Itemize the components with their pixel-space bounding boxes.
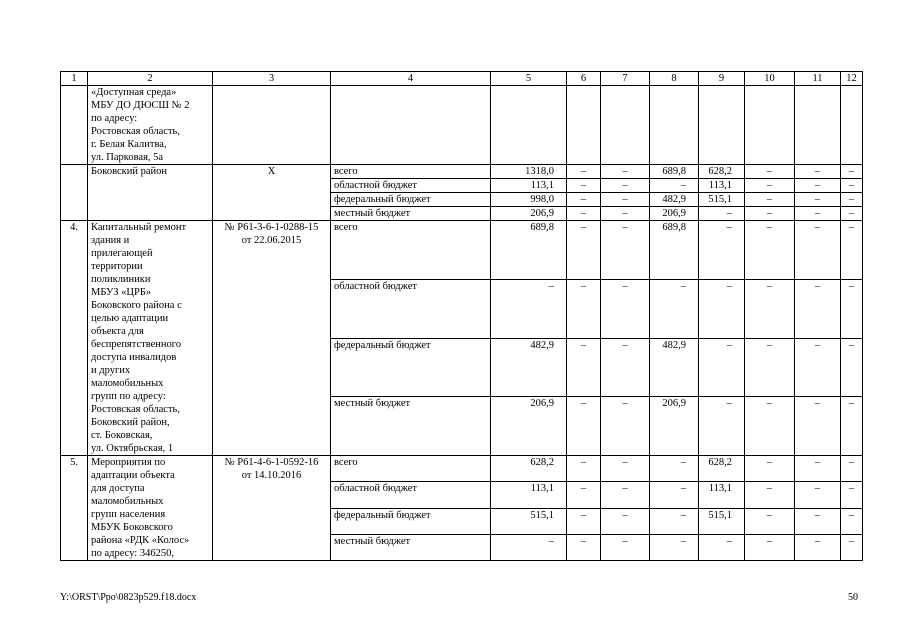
document-number	[213, 221, 331, 456]
description-cell	[88, 456, 213, 561]
amount-cell: –	[745, 508, 795, 534]
amount-cell: –	[841, 508, 863, 534]
amount-cell: –	[650, 179, 699, 193]
amount-cell: –	[795, 193, 841, 207]
document-line: от 22.06.2015	[241, 235, 302, 246]
amount-cell: –	[601, 482, 650, 508]
empty-cell	[745, 86, 795, 165]
amount-cell: –	[567, 508, 601, 534]
description-line: Ростовская область,	[91, 126, 180, 137]
amount-cell: –	[567, 397, 601, 456]
amount-cell: –	[745, 279, 795, 338]
row-number-cell	[61, 86, 88, 165]
amount-cell: 998,0	[491, 193, 567, 207]
amount-cell: –	[567, 207, 601, 221]
budget-line-label: всего	[331, 165, 491, 179]
amount-cell: –	[745, 179, 795, 193]
description-line: МБУ ДО ДЮСШ № 2	[91, 100, 190, 111]
district-row	[61, 165, 863, 179]
document-number: Х	[213, 165, 331, 221]
amount-cell: –	[745, 534, 795, 560]
column-header: 1	[61, 72, 88, 86]
amount-cell: –	[699, 397, 745, 456]
amount-cell: –	[841, 534, 863, 560]
amount-cell: 482,9	[650, 193, 699, 207]
description-line: здания и	[91, 235, 130, 246]
amount-cell: –	[745, 221, 795, 280]
amount-cell: –	[795, 221, 841, 280]
empty-cell	[841, 86, 863, 165]
description-line: и других	[91, 365, 131, 376]
amount-cell: –	[745, 193, 795, 207]
amount-cell: –	[491, 534, 567, 560]
column-header: 5	[491, 72, 567, 86]
row-number-cell	[61, 165, 88, 221]
description-line: Мероприятия по	[91, 457, 166, 468]
description-line: целью адаптации	[91, 313, 169, 324]
amount-cell: –	[795, 534, 841, 560]
amount-cell: –	[795, 397, 841, 456]
amount-cell: –	[650, 508, 699, 534]
empty-cell	[601, 86, 650, 165]
amount-cell: –	[601, 279, 650, 338]
column-header: 10	[745, 72, 795, 86]
amount-cell: 113,1	[699, 482, 745, 508]
budget-line-label: федеральный бюджет	[331, 338, 491, 397]
amount-cell: 689,8	[491, 221, 567, 280]
empty-cell	[213, 86, 331, 165]
amount-cell: 515,1	[491, 508, 567, 534]
empty-cell	[795, 86, 841, 165]
amount-cell: –	[650, 279, 699, 338]
amount-cell: –	[650, 482, 699, 508]
amount-cell: 628,2	[491, 456, 567, 482]
amount-cell: 689,8	[650, 221, 699, 280]
amount-cell: –	[795, 179, 841, 193]
amount-cell: 515,1	[699, 193, 745, 207]
amount-cell: –	[795, 508, 841, 534]
budget-line-label: областной бюджет	[331, 179, 491, 193]
amount-cell: –	[841, 482, 863, 508]
district-name: Боковский район	[88, 165, 213, 221]
footer-page-number: 50	[848, 592, 858, 603]
amount-cell: 689,8	[650, 165, 699, 179]
amount-cell: –	[841, 207, 863, 221]
description-line: групп населения	[91, 509, 166, 520]
amount-cell: –	[567, 534, 601, 560]
description-line: для доступа	[91, 483, 145, 494]
amount-cell: –	[841, 338, 863, 397]
amount-cell: –	[567, 456, 601, 482]
continuation-row	[61, 86, 863, 165]
description-line: адаптации объекта	[91, 470, 175, 481]
amount-cell: –	[699, 207, 745, 221]
column-header: 12	[841, 72, 863, 86]
budget-line-label: областной бюджет	[331, 279, 491, 338]
amount-cell: –	[567, 165, 601, 179]
amount-cell: –	[601, 207, 650, 221]
row-number: 4.	[61, 221, 88, 456]
amount-cell: –	[601, 221, 650, 280]
amount-cell: –	[795, 338, 841, 397]
amount-cell: –	[601, 338, 650, 397]
budget-table	[60, 71, 863, 561]
column-header: 3	[213, 72, 331, 86]
budget-line-label: федеральный бюджет	[331, 193, 491, 207]
budget-line-label: федеральный бюджет	[331, 508, 491, 534]
description-line: по адресу:	[91, 113, 138, 124]
empty-cell	[650, 86, 699, 165]
amount-cell: 206,9	[491, 207, 567, 221]
amount-cell: 515,1	[699, 508, 745, 534]
amount-cell: –	[841, 221, 863, 280]
description-line: МБУЗ «ЦРБ»	[91, 287, 152, 298]
amount-cell: –	[699, 221, 745, 280]
amount-cell: 113,1	[699, 179, 745, 193]
description-line: поликлиники	[91, 274, 151, 285]
description-line: Ростовская область,	[91, 404, 180, 415]
empty-cell	[491, 86, 567, 165]
amount-cell: 206,9	[650, 397, 699, 456]
footer-file-path: Y:\ORST\Ppo\0823p529.f18.docx	[60, 592, 197, 603]
budget-line-label: областной бюджет	[331, 482, 491, 508]
document-line: № Р61-3-6-1-0288-15	[224, 222, 319, 233]
description-line: района «РДК «Колос»	[91, 535, 190, 546]
amount-cell: –	[841, 165, 863, 179]
budget-line-label: всего	[331, 221, 491, 280]
item-row	[61, 456, 863, 482]
description-line: групп по адресу:	[91, 391, 166, 402]
amount-cell: –	[841, 397, 863, 456]
column-header: 8	[650, 72, 699, 86]
amount-cell: 482,9	[650, 338, 699, 397]
column-header: 7	[601, 72, 650, 86]
description-line: Боковский район,	[91, 417, 170, 428]
description-line: ул. Октябрьская, 1	[91, 443, 174, 454]
amount-cell: –	[841, 279, 863, 338]
description-line: объекта для	[91, 326, 144, 337]
amount-cell: –	[601, 165, 650, 179]
amount-cell: 206,9	[491, 397, 567, 456]
description-line: г. Белая Калитва,	[91, 139, 167, 150]
document-number	[213, 456, 331, 561]
description-line: ст. Боковская,	[91, 430, 153, 441]
amount-cell: –	[795, 165, 841, 179]
amount-cell: –	[650, 534, 699, 560]
amount-cell: 482,9	[491, 338, 567, 397]
amount-cell: 628,2	[699, 165, 745, 179]
amount-cell: –	[745, 338, 795, 397]
column-header: 6	[567, 72, 601, 86]
column-header: 11	[795, 72, 841, 86]
budget-line-label: местный бюджет	[331, 207, 491, 221]
amount-cell: –	[745, 207, 795, 221]
description-line: маломобильных	[91, 496, 164, 507]
description-cell	[88, 221, 213, 456]
amount-cell: –	[745, 165, 795, 179]
amount-cell: –	[841, 179, 863, 193]
amount-cell: –	[745, 397, 795, 456]
description-line: беспрепятственного	[91, 339, 182, 350]
description-line: «Доступная среда»	[91, 87, 177, 98]
header-row	[61, 72, 863, 86]
amount-cell: –	[491, 279, 567, 338]
amount-cell: –	[699, 534, 745, 560]
amount-cell: –	[650, 456, 699, 482]
description-line: ул. Парковая, 5а	[91, 152, 164, 163]
amount-cell: –	[567, 193, 601, 207]
amount-cell: –	[841, 456, 863, 482]
description-line: Капитальный ремонт	[91, 222, 187, 233]
amount-cell: –	[601, 179, 650, 193]
item-row	[61, 221, 863, 280]
amount-cell: –	[795, 207, 841, 221]
description-line: прилегающей	[91, 248, 153, 259]
document-page	[60, 71, 862, 561]
amount-cell: –	[567, 482, 601, 508]
column-header: 9	[699, 72, 745, 86]
amount-cell: –	[795, 456, 841, 482]
amount-cell: –	[567, 179, 601, 193]
amount-cell: 206,9	[650, 207, 699, 221]
amount-cell: –	[601, 193, 650, 207]
amount-cell: –	[567, 279, 601, 338]
empty-cell	[331, 86, 491, 165]
budget-line-label: местный бюджет	[331, 534, 491, 560]
budget-line-label: местный бюджет	[331, 397, 491, 456]
empty-cell	[699, 86, 745, 165]
amount-cell: 1318,0	[491, 165, 567, 179]
document-line: от 14.10.2016	[241, 470, 302, 481]
amount-cell: 113,1	[491, 482, 567, 508]
amount-cell: –	[795, 279, 841, 338]
row-number: 5.	[61, 456, 88, 561]
column-header: 4	[331, 72, 491, 86]
amount-cell: 628,2	[699, 456, 745, 482]
description-line: Боковского района с	[91, 300, 182, 311]
amount-cell: –	[601, 456, 650, 482]
amount-cell: –	[745, 456, 795, 482]
amount-cell: –	[601, 397, 650, 456]
description-line: МБУК Боковского	[91, 522, 173, 533]
amount-cell: –	[567, 221, 601, 280]
description-line: доступа инвалидов	[91, 352, 177, 363]
amount-cell: –	[745, 482, 795, 508]
amount-cell: 113,1	[491, 179, 567, 193]
amount-cell: –	[601, 508, 650, 534]
amount-cell: –	[841, 193, 863, 207]
description-line: территории	[91, 261, 143, 272]
amount-cell: –	[699, 338, 745, 397]
description-line: по адресу: 346250,	[91, 548, 174, 559]
amount-cell: –	[567, 338, 601, 397]
description-cell	[88, 86, 213, 165]
budget-line-label: всего	[331, 456, 491, 482]
empty-cell	[567, 86, 601, 165]
description-line: маломобильных	[91, 378, 164, 389]
column-header: 2	[88, 72, 213, 86]
document-line: № Р61-4-6-1-0592-16	[224, 457, 319, 468]
amount-cell: –	[601, 534, 650, 560]
amount-cell: –	[699, 279, 745, 338]
amount-cell: –	[795, 482, 841, 508]
